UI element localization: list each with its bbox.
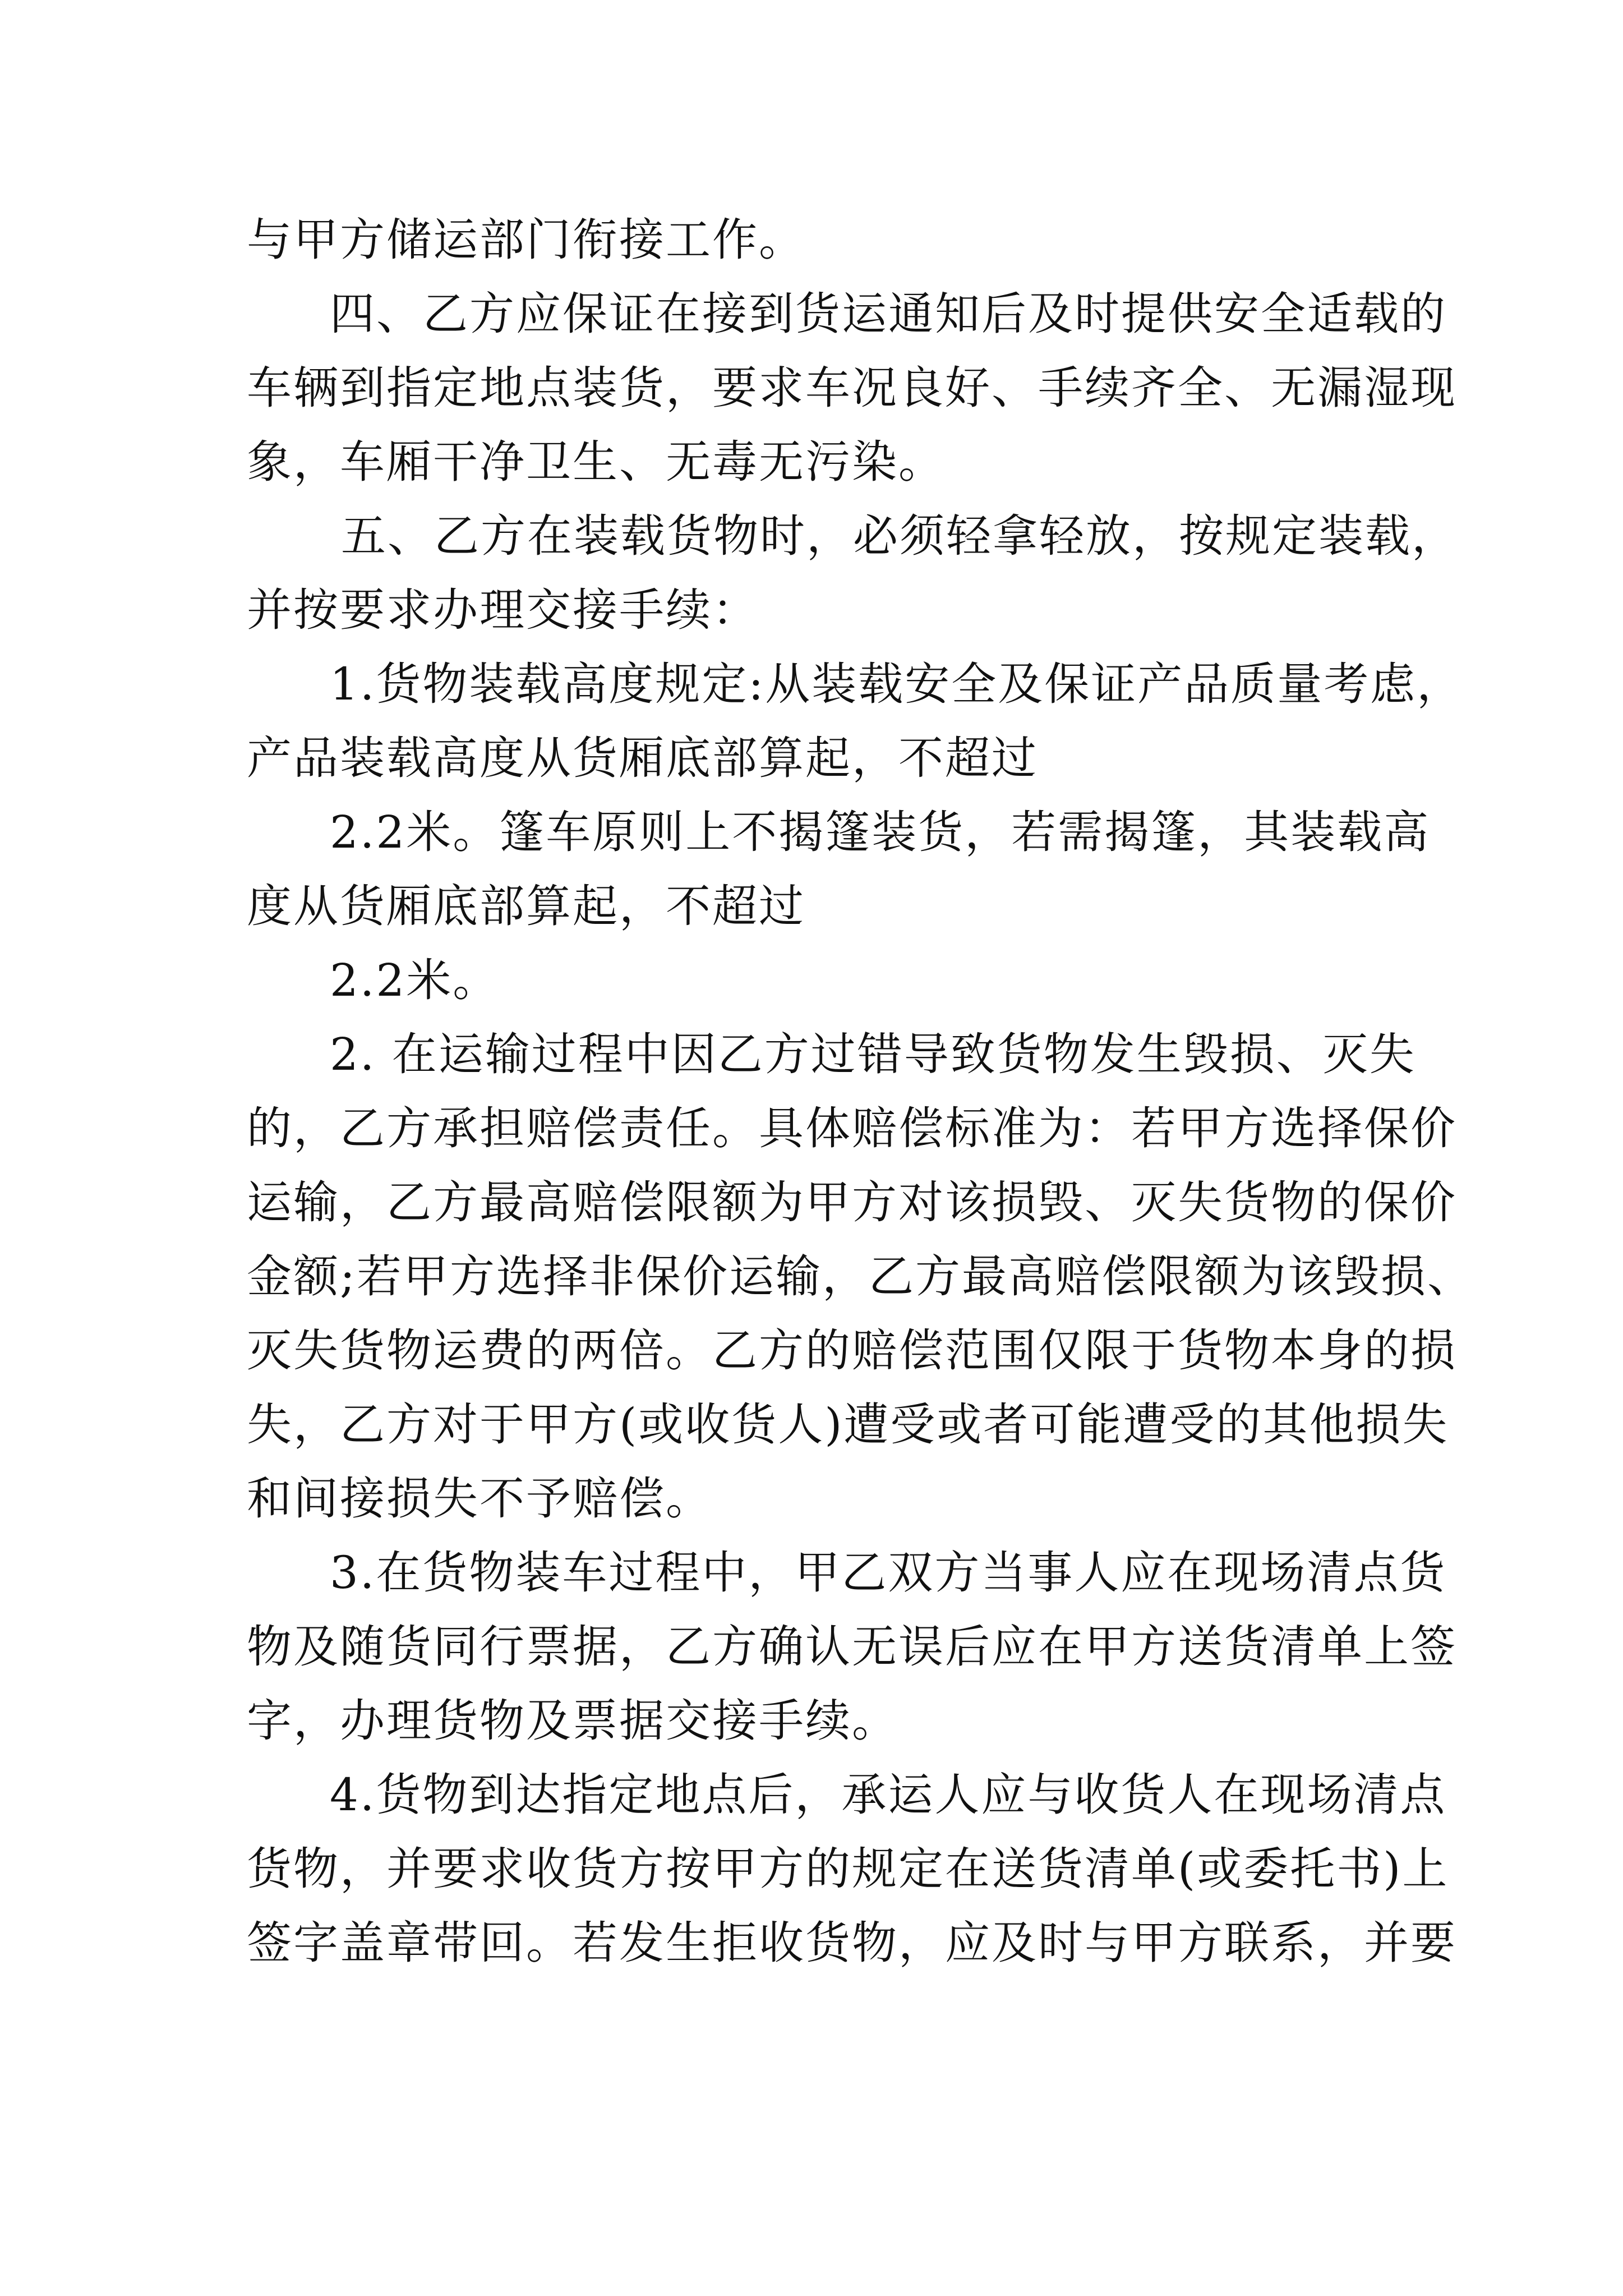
text-line: 产品装载高度从货厢底部算起，不超过 — [247, 732, 1038, 784]
text-line: 4.货物到达指定地点后，承运人应与收货人在现场清点 — [330, 1769, 1447, 1821]
text-line: 并按要求办理交接手续： — [247, 584, 759, 636]
text-line: 象，车厢干净卫生、无毒无污染。 — [247, 436, 945, 488]
text-line: 字，办理货物及票据交接手续。 — [247, 1695, 898, 1747]
text-line: 物及随货同行票据，乙方确认无误后应在甲方送货清单上签 — [247, 1621, 1457, 1673]
text-line: 四、乙方应保证在接到货运通知后及时提供安全适载的 — [330, 288, 1447, 340]
text-line: 的，乙方承担赔偿责任。具体赔偿标准为：若甲方选择保价 — [247, 1102, 1457, 1154]
text-line: 灭失货物运费的两倍。乙方的赔偿范围仅限于货物本身的损 — [247, 1324, 1457, 1377]
text-line: 3.在货物装车过程中，甲乙双方当事人应在现场清点货 — [330, 1547, 1447, 1599]
text-line: 与甲方储运部门衔接工作。 — [247, 214, 805, 266]
text-line: 1.货物装载高度规定:从装载安全及保证产品质量考虑， — [330, 658, 1464, 710]
text-line: 和间接损失不予赔偿。 — [247, 1473, 712, 1525]
text-line: 货物，并要求收货方按甲方的规定在送货清单(或委托书)上 — [247, 1843, 1449, 1895]
text-line: 度从货厢底部算起，不超过 — [247, 880, 805, 932]
text-line: 金额;若甲方选择非保价运输，乙方最高赔偿限额为该毁损、 — [247, 1250, 1474, 1303]
text-line: 运输，乙方最高赔偿限额为甲方对该损毁、灭失货物的保价 — [247, 1176, 1457, 1228]
text-line: 签字盖章带回。若发生拒收货物，应及时与甲方联系，并要 — [247, 1917, 1457, 1969]
text-line: 五、乙方在装载货物时，必须轻拿轻放，按规定装载， — [341, 510, 1458, 562]
text-line: 2.2米。 — [330, 954, 500, 1006]
text-line: 2. 在运输过程中因乙方过错导致货物发生毁损、灭失 — [330, 1028, 1416, 1080]
text-line: 失，乙方对于甲方(或收货人)遭受或者可能遭受的其他损失 — [247, 1398, 1449, 1451]
text-line: 2.2米。篷车原则上不揭篷装货，若需揭篷，其装载高 — [330, 806, 1431, 858]
text-line: 车辆到指定地点装货，要求车况良好、手续齐全、无漏湿现 — [247, 362, 1457, 414]
document-body — [247, 203, 1474, 1980]
